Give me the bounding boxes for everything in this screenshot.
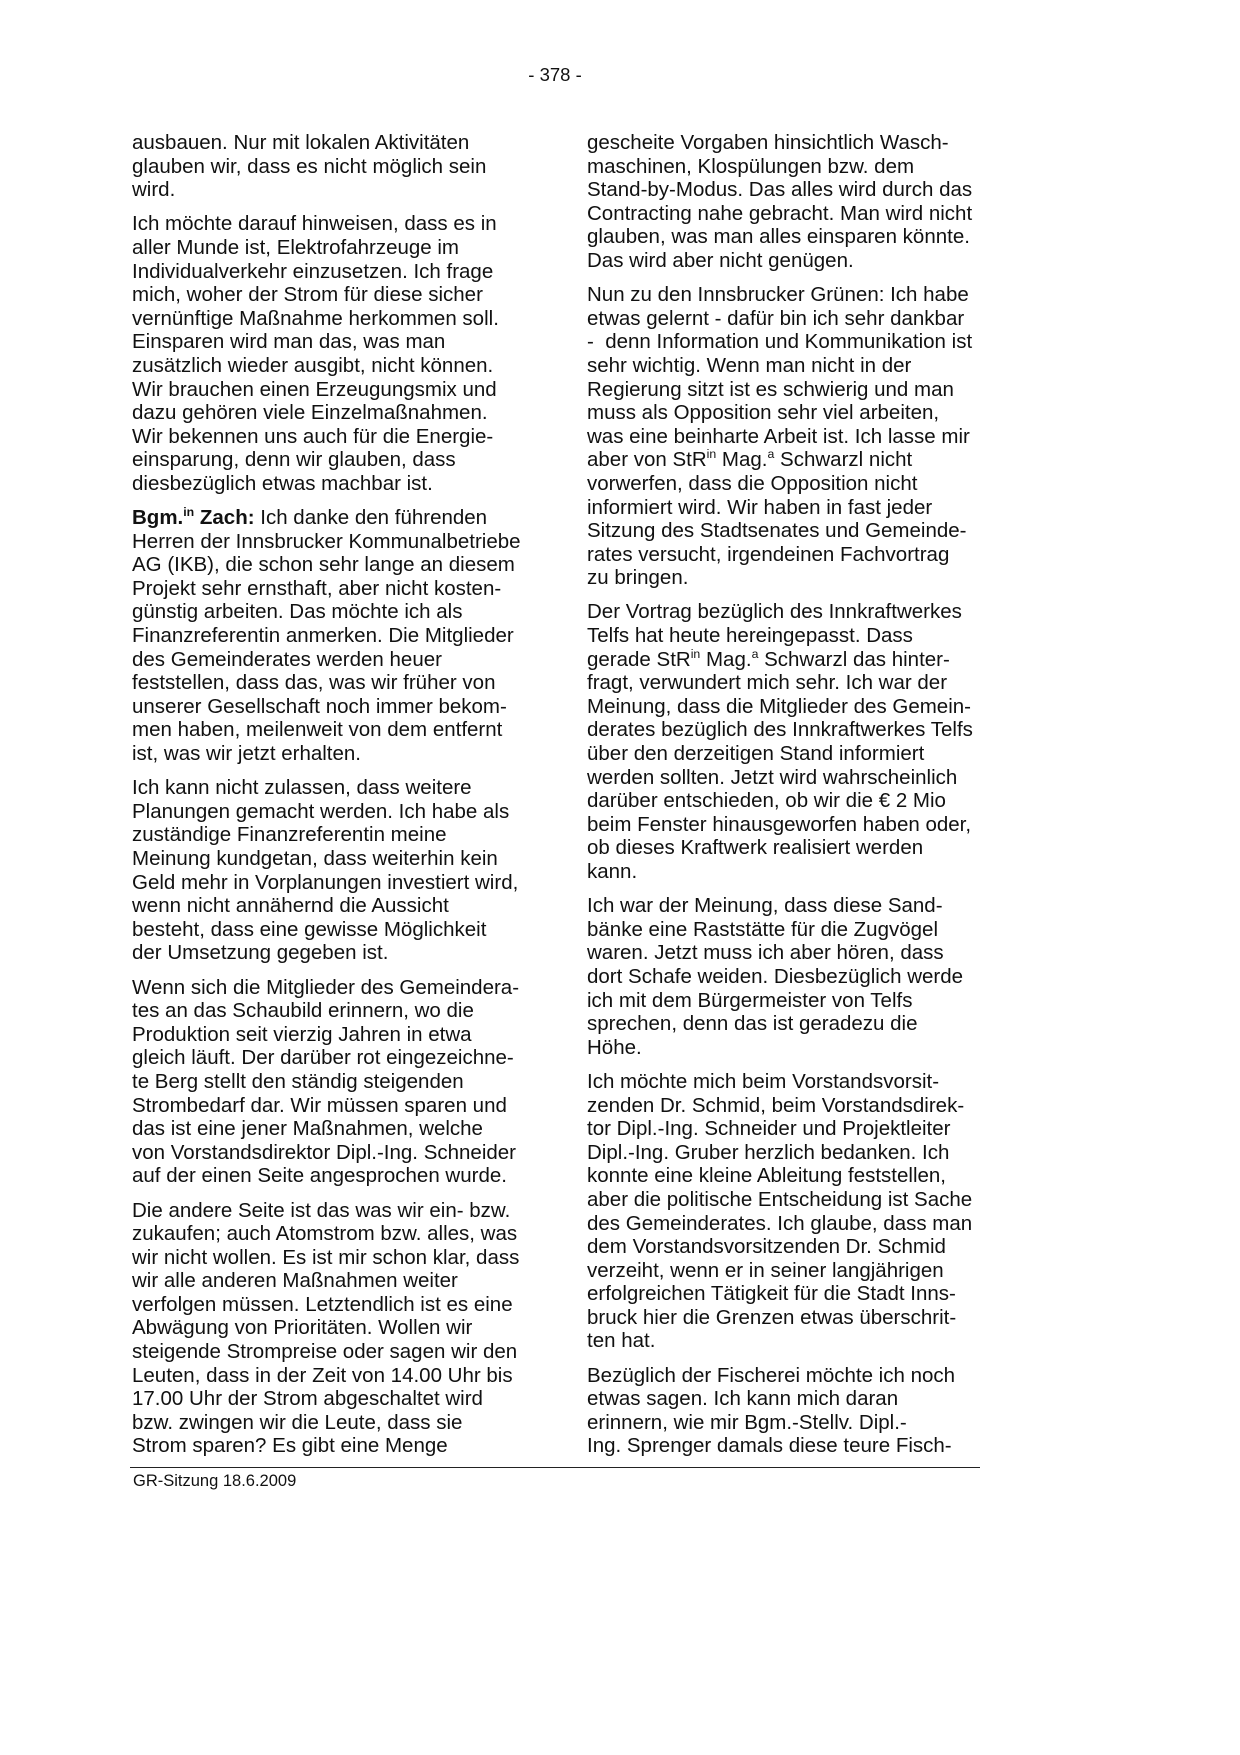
text-line: Geld mehr in Vorplanungen investiert wird, bbox=[132, 870, 519, 894]
text-line: fragt, verwundert mich sehr. Ich war der bbox=[587, 671, 948, 695]
text-segment: aber von StR bbox=[587, 448, 707, 472]
text-line: was eine beinharte Arbeit ist. Ich lasse mir bbox=[587, 424, 970, 448]
text-line: men haben, meilenweit von dem entfernt bbox=[132, 718, 503, 742]
text-line: besteht, dass eine gewisse Möglichkeit bbox=[132, 917, 487, 941]
text-line: Strombedarf dar. Wir müssen sparen und bbox=[132, 1093, 507, 1117]
paragraph bbox=[132, 506, 552, 766]
text-line: zu bringen. bbox=[587, 566, 689, 590]
text-line: 17.00 Uhr der Strom abgeschaltet wird bbox=[132, 1387, 483, 1411]
text-line: Telfs hat heute hereingepasst. Dass bbox=[587, 624, 913, 648]
paragraph bbox=[587, 600, 1007, 883]
text-line: Herren der Innsbrucker Kommunalbetriebe bbox=[132, 529, 521, 553]
text-line: Das wird aber nicht genügen. bbox=[587, 248, 854, 272]
text-line bbox=[132, 506, 552, 530]
text-line: auf der einen Seite angesprochen wurde. bbox=[132, 1164, 507, 1188]
paragraph bbox=[587, 894, 1007, 1059]
text-line: Planungen gemacht werden. Ich habe als bbox=[132, 799, 510, 823]
footer-divider bbox=[130, 1467, 980, 1468]
paragraph bbox=[587, 1070, 1007, 1353]
text-line: Contracting nahe gebracht. Man wird nicht bbox=[587, 201, 973, 225]
paragraph bbox=[587, 131, 1007, 273]
text-line: glauben wir, dass es nicht möglich sein bbox=[132, 154, 487, 178]
text-line: gescheite Vorgaben hinsichtlich Wasch- bbox=[587, 131, 949, 154]
text-line: wir alle anderen Maßnahmen weiter bbox=[132, 1269, 458, 1293]
text-line: Wir bekennen uns auch für die Energie- bbox=[132, 424, 494, 448]
speaker-name: Zach: bbox=[194, 506, 255, 530]
text-line: wird. bbox=[132, 178, 176, 202]
superscript-text: in bbox=[706, 447, 717, 462]
text-line: Sitzung des Stadtsenates und Gemeinde- bbox=[587, 519, 967, 543]
speaker-name: Bgm. bbox=[132, 506, 184, 530]
text-line: tes an das Schaubild erinnern, wo die bbox=[132, 999, 474, 1023]
text-line: bruck hier die Grenzen etwas überschrit- bbox=[587, 1305, 957, 1329]
text-line: informiert wird. Wir haben in fast jeder bbox=[587, 495, 933, 519]
text-line: - denn Information und Kommunikation ist bbox=[587, 330, 973, 354]
text-line: wenn nicht annähernd die Aussicht bbox=[132, 894, 449, 918]
text-line: einsparung, denn wir glauben, dass bbox=[132, 448, 456, 472]
text-line: Bezüglich der Fischerei möchte ich noch bbox=[587, 1363, 956, 1387]
text-segment: Schwarzl das hinter- bbox=[758, 647, 950, 671]
text-line: zuständige Finanzreferentin meine bbox=[132, 823, 447, 847]
text-line: konnte eine kleine Ableitung feststellen, bbox=[587, 1164, 947, 1188]
text-line: des Gemeinderates werden heuer bbox=[132, 647, 442, 671]
paragraph bbox=[132, 976, 552, 1188]
text-line: ten hat. bbox=[587, 1329, 656, 1353]
text-line: erfolgreichen Tätigkeit für die Stadt Inns- bbox=[587, 1282, 956, 1306]
text-line: Dipl.-Ing. Gruber herzlich bedanken. Ich bbox=[587, 1140, 950, 1164]
text-line: verfolgen müssen. Letztendlich ist es eine bbox=[132, 1292, 513, 1316]
text-line: Wenn sich die Mitglieder des Gemeindera- bbox=[132, 975, 520, 999]
text-line: bänke eine Raststätte für die Zugvögel bbox=[587, 917, 938, 941]
text-line: aller Munde ist, Elektrofahrzeuge im bbox=[132, 235, 460, 259]
text-line: Abwägung von Prioritäten. Wollen wir bbox=[132, 1316, 473, 1340]
text-line: zenden Dr. Schmid, beim Vorstandsdirek- bbox=[587, 1093, 965, 1117]
superscript-text: in bbox=[690, 646, 701, 661]
text-line: Individualverkehr einzusetzen. Ich frage bbox=[132, 259, 494, 283]
text-line: ich mit dem Bürgermeister von Telfs bbox=[587, 988, 913, 1012]
text-line: Ich war der Meinung, dass diese Sand- bbox=[587, 894, 943, 918]
page-number: - 378 - bbox=[528, 64, 582, 85]
paragraph bbox=[132, 131, 552, 202]
text-line: derates bezüglich des Innkraftwerkes Telfs bbox=[587, 718, 973, 742]
text-line: Ich möchte darauf hinweisen, dass es in bbox=[132, 212, 497, 236]
text-line: Die andere Seite ist das was wir ein- bzw. bbox=[132, 1198, 511, 1222]
text-line: unserer Gesellschaft noch immer bekom- bbox=[132, 694, 507, 718]
text-line: zukaufen; auch Atomstrom bzw. alles, was bbox=[132, 1222, 518, 1246]
text-line: des Gemeinderates. Ich glaube, dass man bbox=[587, 1211, 973, 1235]
text-segment: Ich danke den führenden bbox=[254, 506, 488, 530]
text-line: waren. Jetzt muss ich aber hören, dass bbox=[587, 941, 944, 965]
text-line: maschinen, Klospülungen bzw. dem bbox=[587, 154, 915, 178]
text-line: diesbezüglich etwas machbar ist. bbox=[132, 471, 433, 495]
text-line: Produktion seit vierzig Jahren in etwa bbox=[132, 1022, 472, 1046]
superscript-text: a bbox=[751, 646, 759, 661]
text-line: Wir brauchen einen Erzeugungsmix und bbox=[132, 377, 497, 401]
text-line: etwas gelernt - dafür bin ich sehr dankbar bbox=[587, 306, 965, 330]
text-line: vernünftige Maßnahme herkommen soll. bbox=[132, 306, 499, 330]
superscript-text: a bbox=[767, 447, 775, 462]
text-line: darüber entschieden, ob wir die € 2 Mio bbox=[587, 789, 946, 813]
text-line: muss als Opposition sehr viel arbeiten, bbox=[587, 401, 940, 425]
text-line bbox=[587, 648, 1007, 672]
text-line bbox=[587, 448, 1007, 472]
text-line: Höhe. bbox=[587, 1035, 642, 1059]
text-line: Leuten, dass in der Zeit von 14.00 Uhr bis bbox=[132, 1363, 513, 1387]
text-segment: gerade StR bbox=[587, 647, 691, 671]
text-line: Ing. Sprenger damals diese teure Fisch- bbox=[587, 1434, 952, 1458]
text-line: Projekt sehr ernsthaft, aber nicht kosten- bbox=[132, 576, 502, 600]
text-line: kann. bbox=[587, 860, 638, 883]
text-segment: Schwarzl nicht bbox=[774, 448, 913, 472]
text-line: dort Schafe weiden. Diesbezüglich werde bbox=[587, 964, 964, 988]
text-line: feststellen, dass das, was wir früher von bbox=[132, 671, 496, 695]
text-line: verzeiht, wenn er in seiner langjährigen bbox=[587, 1258, 944, 1282]
text-line: steigende Strompreise oder sagen wir den bbox=[132, 1340, 518, 1364]
text-line: ob dieses Kraftwerk realisiert werden bbox=[587, 836, 924, 860]
text-line: Finanzreferentin anmerken. Die Mitglieder bbox=[132, 624, 514, 648]
text-line: Nun zu den Innsbrucker Grünen: Ich habe bbox=[587, 283, 969, 307]
text-line: über den derzeitigen Stand informiert bbox=[587, 742, 925, 766]
right-column bbox=[587, 131, 1007, 1458]
text-line: AG (IKB), die schon sehr lange an diesem bbox=[132, 553, 515, 577]
text-line: erinnern, wie mir Bgm.-Stellv. Dipl.- bbox=[587, 1410, 907, 1434]
text-line: gleich läuft. Der darüber rot eingezeichne- bbox=[132, 1046, 514, 1070]
text-line: aber die politische Entscheidung ist Sache bbox=[587, 1187, 973, 1211]
text-line: Stand-by-Modus. Das alles wird durch das bbox=[587, 178, 973, 202]
text-line: Der Vortrag bezüglich des Innkraftwerkes bbox=[587, 600, 962, 624]
footer-text: GR-Sitzung 18.6.2009 bbox=[133, 1472, 297, 1490]
text-line: werden sollten. Jetzt wird wahrscheinlich bbox=[587, 765, 958, 789]
text-line: sehr wichtig. Wenn man nicht in der bbox=[587, 353, 912, 377]
text-line: beim Fenster hinausgeworfen haben oder, bbox=[587, 812, 972, 836]
text-line: Regierung sitzt ist es schwierig und man bbox=[587, 377, 954, 401]
text-line: ausbauen. Nur mit lokalen Aktivitäten bbox=[132, 131, 470, 154]
superscript-text: in bbox=[183, 505, 195, 520]
text-line: der Umsetzung gegeben ist. bbox=[132, 941, 389, 965]
text-line: dazu gehören viele Einzelmaßnahmen. bbox=[132, 401, 488, 425]
text-line: tor Dipl.-Ing. Schneider und Projektleiter bbox=[587, 1117, 951, 1141]
text-line: te Berg stellt den ständig steigenden bbox=[132, 1069, 464, 1093]
text-line: glauben, was man alles einsparen könnte. bbox=[587, 225, 970, 249]
text-line: zusätzlich wieder ausgibt, nicht können. bbox=[132, 353, 494, 377]
text-segment: Mag. bbox=[700, 647, 752, 671]
text-line: dem Vorstandsvorsitzenden Dr. Schmid bbox=[587, 1235, 946, 1259]
text-line: von Vorstandsdirektor Dipl.-Ing. Schneider bbox=[132, 1140, 517, 1164]
text-line: ist, was wir jetzt erhalten. bbox=[132, 742, 361, 766]
text-line: vorwerfen, dass die Opposition nicht bbox=[587, 471, 918, 495]
text-line: Ich möchte mich beim Vorstandsvorsit- bbox=[587, 1069, 940, 1093]
paragraph bbox=[587, 283, 1007, 590]
text-line: Meinung, dass die Mitglieder des Gemein- bbox=[587, 694, 971, 718]
text-line: Einsparen wird man das, was man bbox=[132, 330, 446, 354]
text-line: etwas sagen. Ich kann mich daran bbox=[587, 1387, 899, 1411]
text-line: das ist eine jener Maßnahmen, welche bbox=[132, 1117, 483, 1141]
paragraph bbox=[132, 776, 552, 965]
paragraph bbox=[132, 1199, 552, 1459]
text-line: Strom sparen? Es gibt eine Menge bbox=[132, 1434, 448, 1458]
paragraph bbox=[132, 212, 552, 495]
text-line: sprechen, denn das ist geradezu die bbox=[587, 1012, 918, 1036]
text-line: Meinung kundgetan, dass weiterhin kein bbox=[132, 847, 498, 870]
text-segment: Mag. bbox=[716, 448, 768, 472]
text-line: mich, woher der Strom für diese sicher bbox=[132, 283, 483, 307]
text-line: wir nicht wollen. Es ist mir schon klar, dass bbox=[132, 1245, 520, 1269]
left-column bbox=[132, 131, 552, 1458]
text-line: Ich kann nicht zulassen, dass weitere bbox=[132, 776, 472, 800]
text-line: rates versucht, irgendeinen Fachvortrag bbox=[587, 542, 950, 566]
text-line: bzw. zwingen wir die Leute, dass sie bbox=[132, 1410, 463, 1434]
text-line: günstig arbeiten. Das möchte ich als bbox=[132, 600, 463, 624]
paragraph bbox=[587, 1364, 1007, 1458]
